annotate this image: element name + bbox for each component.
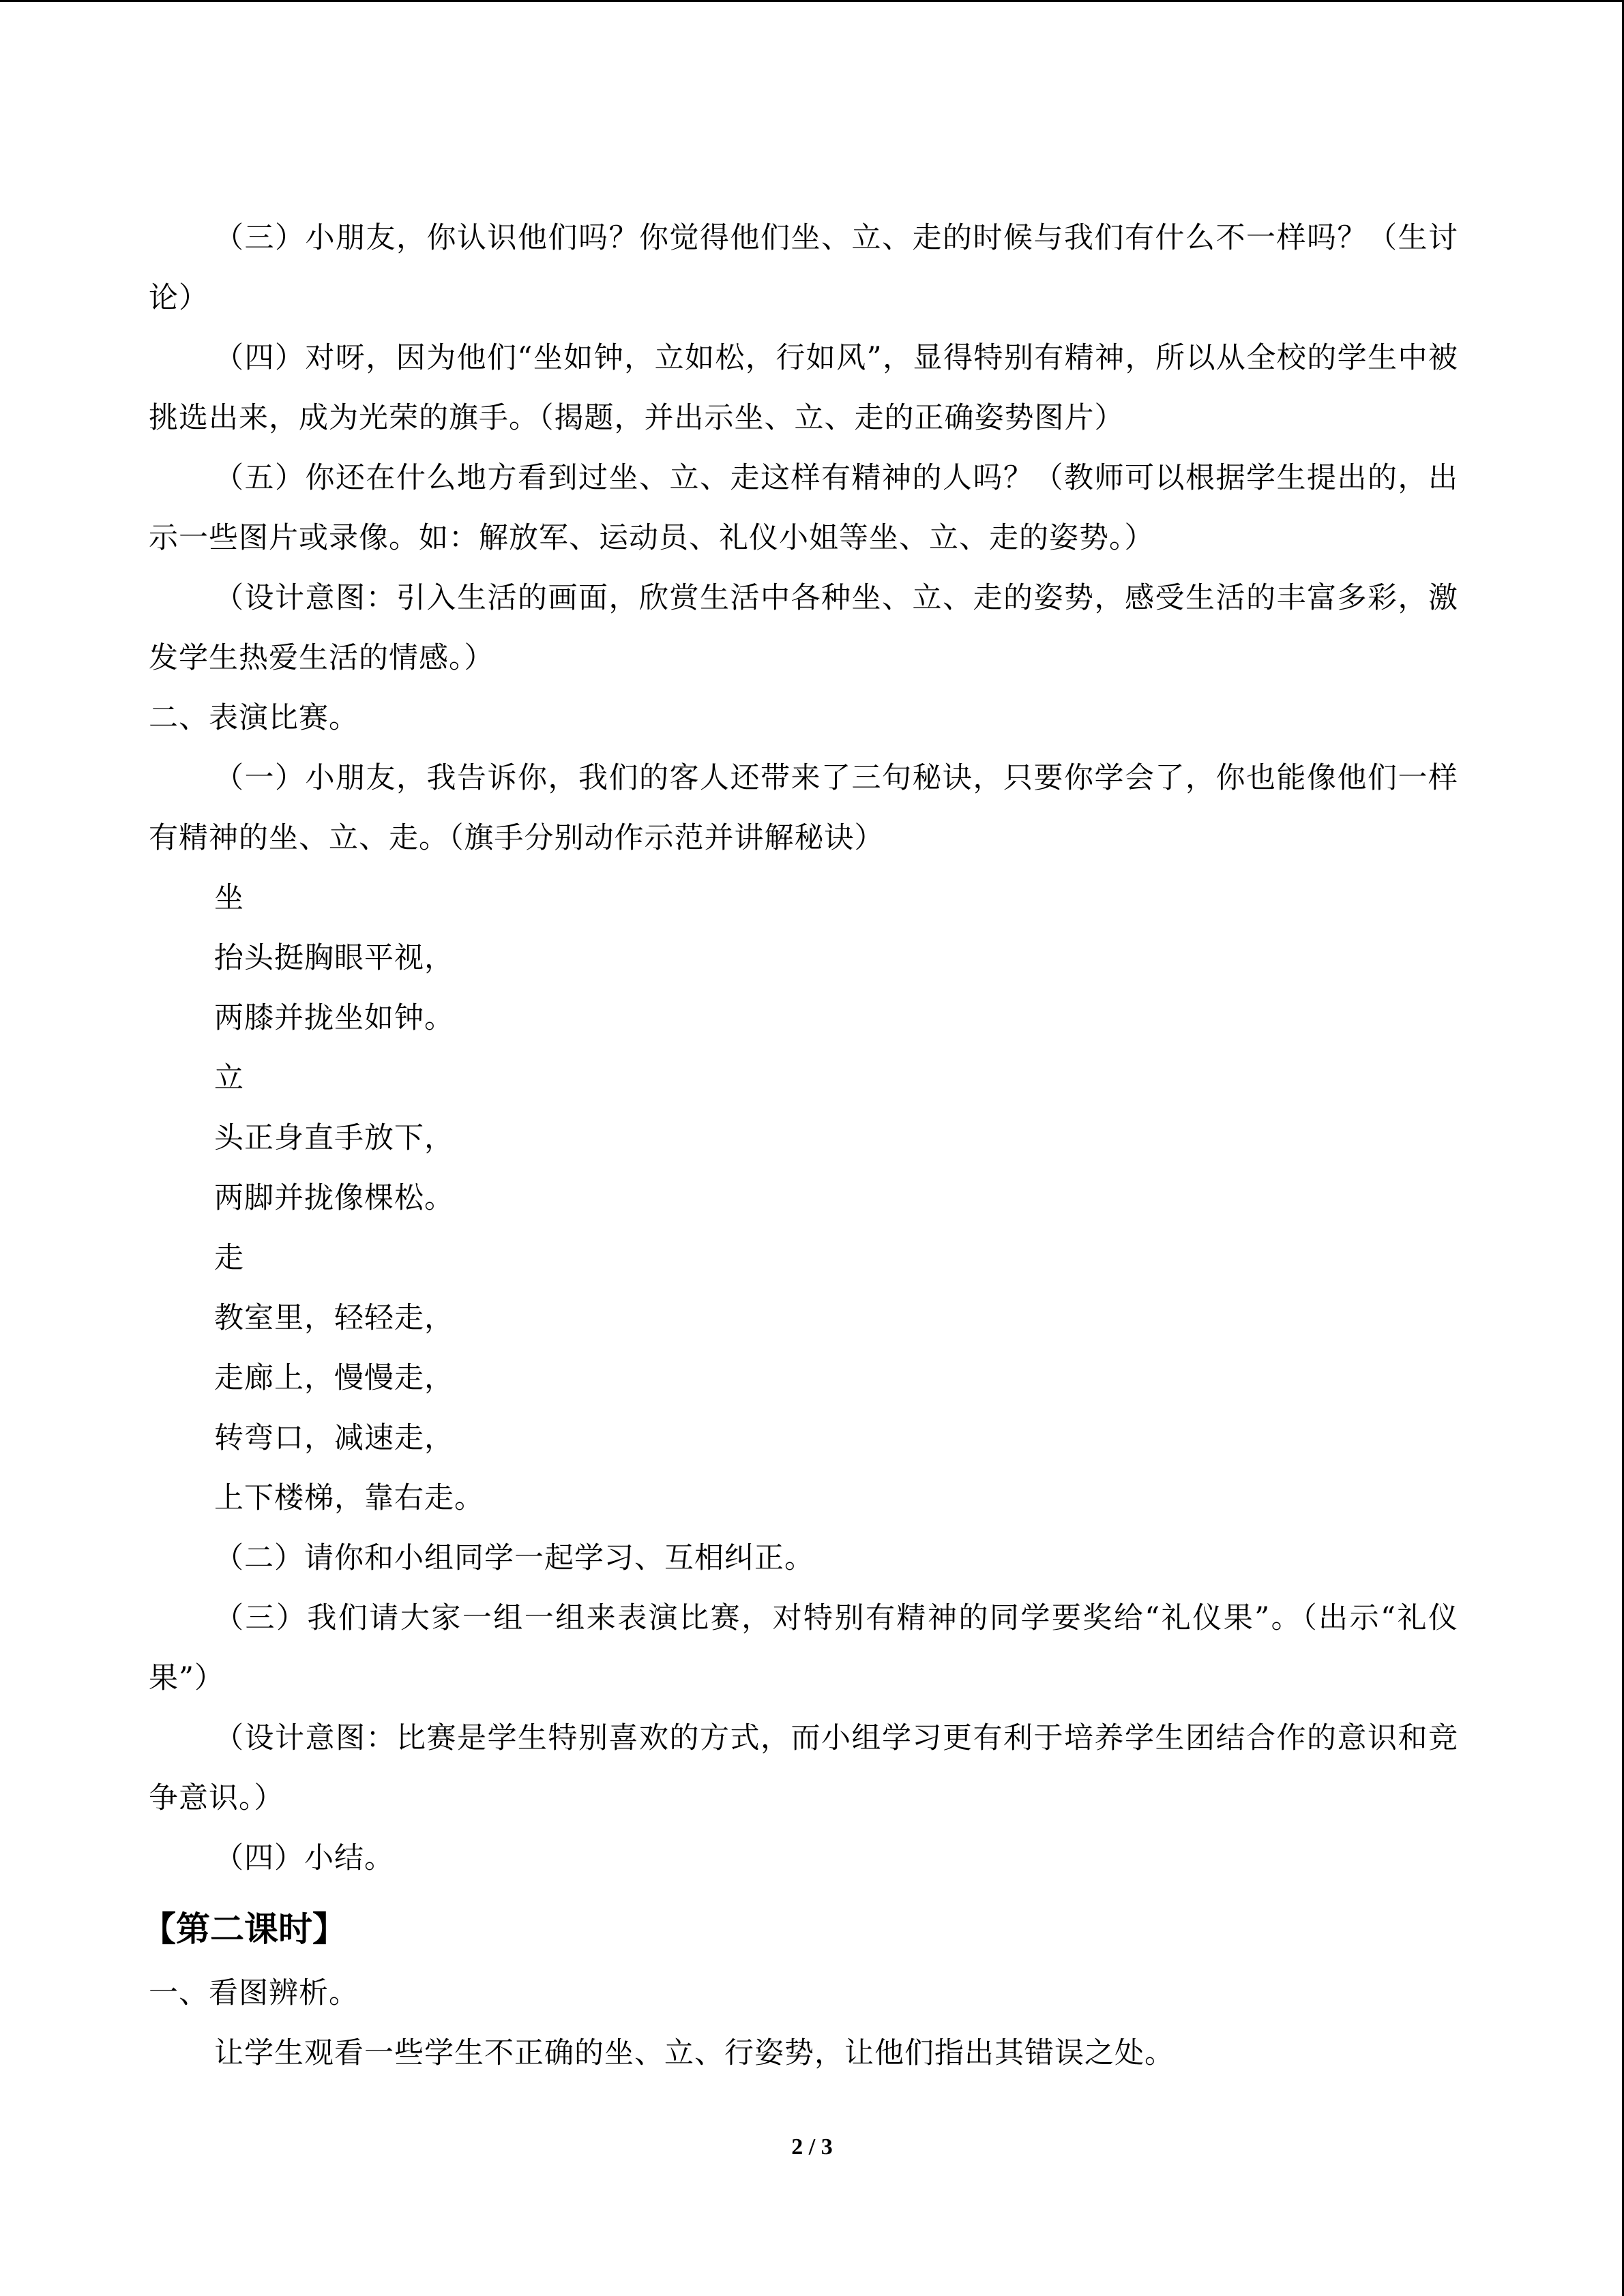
page-top-border	[0, 0, 1624, 2]
verse-line: 上下楼梯，靠右走。	[214, 1481, 484, 1515]
verse-line: 头正身直手放下，	[214, 1121, 454, 1155]
paragraph: （四）小结。	[214, 1841, 394, 1875]
verse-line: 走廊上，慢慢走，	[214, 1361, 454, 1395]
paragraph: 让学生观看一些学生不正确的坐、立、行姿势，让他们指出其错误之处。	[214, 2036, 1175, 2070]
paragraph: （一）小朋友，我告诉你，我们的客人还带来了三句秘诀，只要你学会了，你也能像他们一样有精神的坐、立、走。（旗手分别动作示范并讲解秘诀）	[149, 761, 1458, 855]
paragraph: （二）请你和小组同学一起学习、互相纠正。	[214, 1541, 814, 1575]
section-heading: 二、表演比赛。	[149, 701, 359, 735]
verse-line: 走	[214, 1241, 244, 1275]
paragraph: （五）你还在什么地方看到过坐、立、走这样有精神的人吗？（教师可以根据学生提出的，出示一些图片或录像。如：解放军、运动员、礼仪小姐等坐、立、走的姿势。）	[149, 461, 1458, 555]
verse-line: 抬头挺胸眼平视，	[214, 941, 454, 975]
paragraph: （三）我们请大家一组一组来表演比赛，对特别有精神的同学要奖给“礼仪果”。（出示“礼仪果”）	[149, 1601, 1458, 1695]
document-body	[142, 208, 1458, 2083]
lesson-heading: 【第二课时】	[142, 1909, 346, 1949]
paragraph: （三）小朋友，你认识他们吗？你觉得他们坐、立、走的时候与我们有什么不一样吗？（生讨论）	[149, 221, 1458, 315]
verse-line: 两膝并拢坐如钟。	[214, 1001, 454, 1035]
verse-line: 坐	[214, 881, 244, 915]
verse-line: 教室里，轻轻走，	[214, 1301, 454, 1335]
page-number: 2 / 3	[791, 2134, 833, 2160]
verse-line: 立	[214, 1061, 244, 1095]
paragraph: （设计意图：比赛是学生特别喜欢的方式，而小组学习更有利于培养学生团结合作的意识和竞争意识。）	[149, 1721, 1458, 1815]
paragraph: （设计意图：引入生活的画面，欣赏生活中各种坐、立、走的姿势，感受生活的丰富多彩，激发学生热爱生活的情感。）	[149, 581, 1458, 675]
verse-line: 两脚并拢像棵松。	[214, 1181, 454, 1215]
section-heading: 一、看图辨析。	[149, 1976, 359, 2010]
paragraph: （四）对呀，因为他们“坐如钟，立如松，行如风”，显得特别有精神，所以从全校的学生中被挑选出来，成为光荣的旗手。（揭题，并出示坐、立、走的正确姿势图片）	[149, 341, 1458, 435]
verse-line: 转弯口，减速走，	[214, 1421, 454, 1455]
